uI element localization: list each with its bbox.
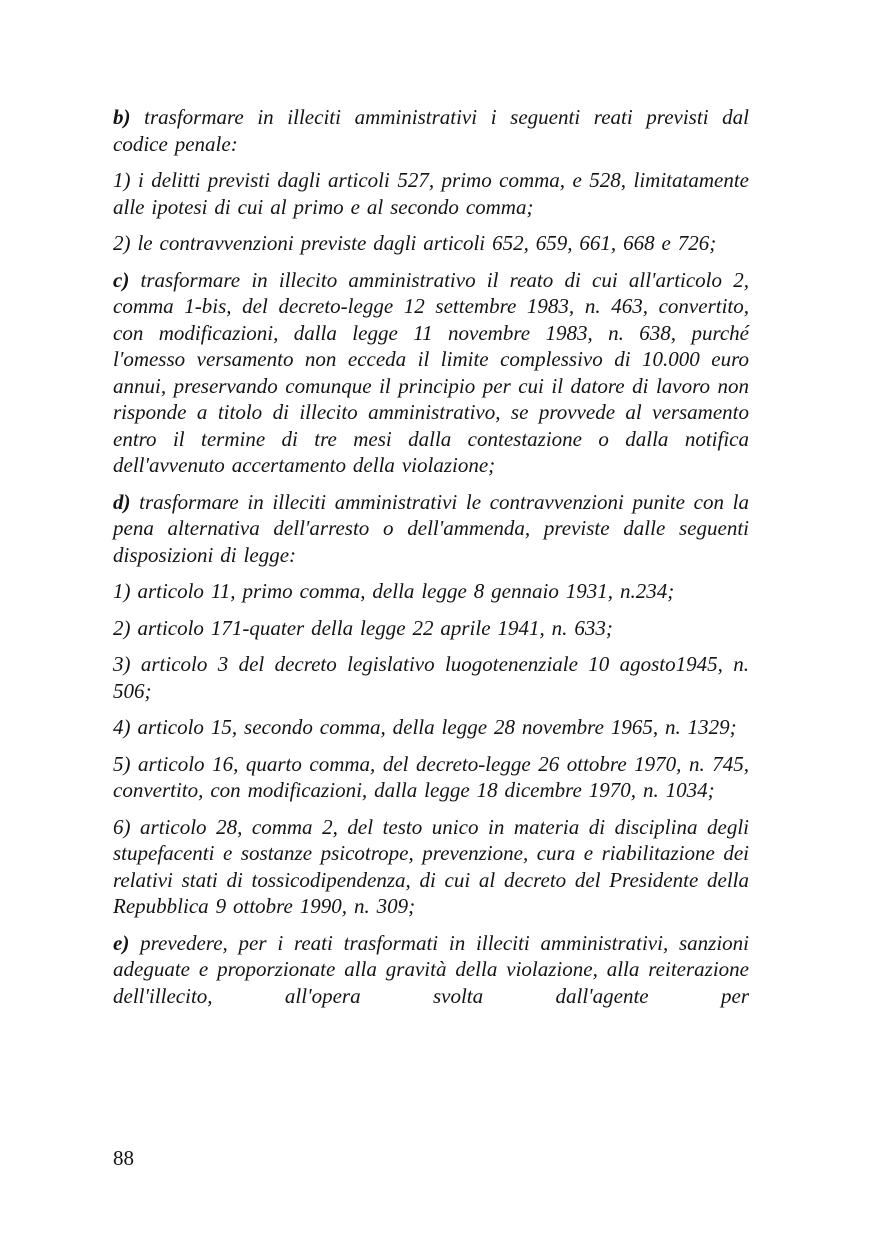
page-number: 88 <box>113 1146 134 1170</box>
paragraph-lead: 2) <box>113 231 131 255</box>
paragraph-lead: 3) <box>113 652 131 676</box>
paragraph-text: prevedere, per i reati trasformati in illeciti amministrativi, sanzioni adeguate e proporzionate alla gravità della violazione, alla reiterazione dell'illecito, all'opera svolta dall'agente per <box>113 930 750 1008</box>
paragraph-lead: b) <box>113 105 131 129</box>
paragraph <box>113 651 749 704</box>
paragraph-text: trasformare in illecito amministrativo il reato di cui all'articolo 2, comma 1-bis, del decreto-legge 12 settembre 1983, n. 463, convertito, con modificazioni, dalla legge 11 novembre 1983, n. 638, purché l'omesso versamento non ecceda il limite complessivo di 10.000 euro annui, preservando comunque il principio per cui il datore di lavoro non risponde a titolo di illecito amministrativo, se provvede al versamento entro il termine di tre mesi dalla contestazione o dalla notifica dell'avvenuto accertamento della violazione; <box>113 267 749 477</box>
paragraph-lead: d) <box>113 489 131 514</box>
paragraph-text: articolo 15, secondo comma, della legge 28 novembre 1965, n. 1329; <box>137 715 737 739</box>
paragraph-text: trasformare in illeciti amministrativi i seguenti reati previsti dal codice penale: <box>113 105 749 156</box>
paragraph <box>113 615 749 642</box>
paragraph <box>113 751 749 804</box>
paragraph-text: articolo 3 del decreto legislativo luogotenenziale 10 agosto1945, n. 506; <box>113 652 749 703</box>
paragraph-lead: 6) <box>113 814 131 839</box>
paragraph <box>113 230 749 257</box>
paragraph-text: i delitti previsti dagli articoli 527, primo comma, e 528, limitatamente alle ipotesi di cui al primo e al secondo comma; <box>113 168 749 219</box>
paragraph <box>113 267 749 479</box>
paragraph-lead: e) <box>113 930 130 955</box>
paragraph <box>113 104 749 157</box>
paragraph-lead: 4) <box>113 715 131 739</box>
paragraph-text: le contravvenzioni previste dagli articoli 652, 659, 661, 668 e 726; <box>137 231 717 255</box>
paragraph-lead: c) <box>113 267 130 292</box>
paragraph-lead: 1) <box>113 168 131 192</box>
paragraph-lead: 2) <box>113 615 131 640</box>
paragraph-lead: 5) <box>113 751 131 776</box>
paragraph-text: articolo 28, comma 2, del testo unico in materia di disciplina degli stupefacenti e sostanze psicotrope, prevenzione, cura e riabilitazione dei relativi stati di tossicodipendenza, di cui al decreto del Presidente della Repubblica 9 ottobre 1990, n. 309; <box>113 814 749 918</box>
paragraph <box>113 578 749 605</box>
paragraph-lead: 1) <box>113 579 131 603</box>
paragraph-text: articolo 16, quarto comma, del decreto-legge 26 ottobre 1970, n. 745, convertito, con modificazioni, dalla legge 18 dicembre 1970, n. 1034; <box>113 751 750 802</box>
paragraph <box>113 814 749 920</box>
paragraph-text: articolo 11, primo comma, della legge 8 gennaio 1931, n.234; <box>137 579 675 603</box>
paragraph-text: trasformare in illeciti amministrativi le contravvenzioni punite con la pena alternativa dell'arresto o dell'ammenda, previste dalle seguenti disposizioni di legge: <box>113 489 749 567</box>
document-body <box>113 104 749 1019</box>
paragraph <box>113 489 749 569</box>
paragraph <box>113 714 749 741</box>
paragraph <box>113 167 749 220</box>
paragraph <box>113 930 749 1010</box>
paragraph-text: articolo 171-quater della legge 22 aprile 1941, n. 633; <box>137 615 613 640</box>
